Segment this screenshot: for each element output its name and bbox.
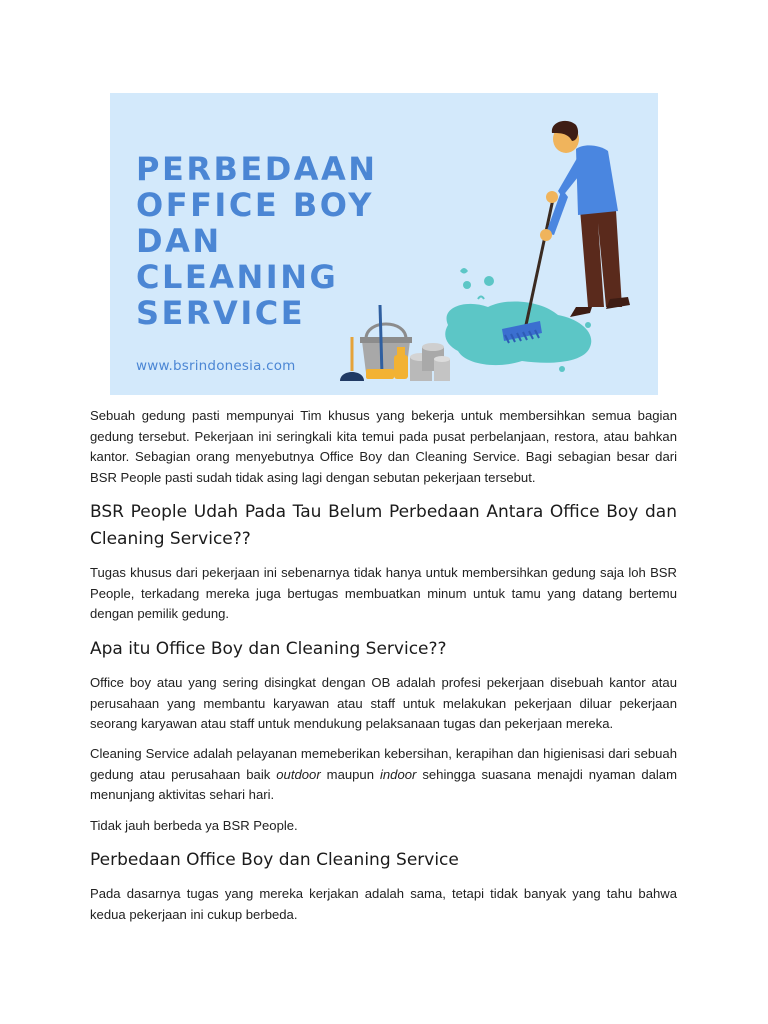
paragraph-pada-dasarnya: Pada dasarnya tugas yang mereka kerjakan adalah sama, tetapi tidak banyak yang tahu bahwa kedua pekerjaan ini cukup berbeda. [90, 886, 677, 922]
cleaning-illustration [110, 93, 658, 395]
paragraph-cleaning-service [90, 744, 677, 806]
toilet-paper-icon [410, 343, 450, 381]
text-segment: sehingga suasana menajdi nyaman dalam menunjang aktivitas sehari hari. [90, 766, 677, 802]
banner-url: www.bsrindonesia.com [136, 358, 296, 374]
banner-title-line: DAN [136, 222, 222, 260]
heading-bsr-people-tau: BSR People Udah Pada Tau Belum Perbedaan Antara Office Boy dan Cleaning Service?? [90, 502, 677, 549]
italic-term-outdoor: outdoor [276, 766, 321, 782]
heading-perbedaan: Perbedaan Office Boy dan Cleaning Service [90, 850, 459, 870]
banner-title-line: CLEANING [136, 258, 339, 296]
plunger-icon [340, 337, 364, 381]
banner-title-line: PERBEDAAN [136, 150, 378, 188]
paragraph-tugas-khusus: Tugas khusus dari pekerjaan ini sebenarnya tidak hanya untuk membersihkan gedung saja loh BSR People, terkadang mereka juga bertugas membuatkan minum untuk tamu yang datang bertemu dengan pemilik gedung. [90, 565, 677, 621]
paragraph-intro: Sebuah gedung pasti mempunyai Tim khusus yang bekerja untuk membersihkan semua bagian gedung tersebut. Pekerjaan ini seringkali kita temui pada pusat perbelanjaan, restora, atau bahkan kantor. Sebagian orang menyebutnya Office Boy dan Cleaning Service. Bagi sebagian besar dari BSR People pasti sudah tidak asing lagi dengan sebutan pekerjaan tersebut. [90, 408, 677, 485]
paragraph-tidak-jauh: Tidak jauh berbeda ya BSR People. [90, 818, 298, 833]
heading-apa-itu: Apa itu Office Boy dan Cleaning Service?? [90, 639, 447, 659]
water-puddle-icon [445, 268, 591, 372]
italic-term-indoor: indoor [379, 766, 417, 782]
cleaning-person-icon [540, 121, 630, 317]
article-banner-image [110, 93, 658, 395]
banner-title-line: SERVICE [136, 294, 306, 332]
paragraph-office-boy: Office boy atau yang sering disingkat dengan OB adalah profesi pekerjaan disebuah kantor atau perusahaan yang membantu karyawan atau staff untuk melakukan pekerjaan diluar pekerjaan seorang karyawan atau staff untuk mendukung pelaksanaan tugas dan pekerjaan mereka. [90, 675, 677, 731]
text-segment: maupun [320, 766, 380, 782]
text-segment: Cleaning Service adalah pelayanan memeberikan kebersihan, kerapihan dan higienisasi dari sebuah gedung atau perusahaan baik [90, 746, 677, 782]
banner-title-line: OFFICE BOY [136, 186, 374, 224]
